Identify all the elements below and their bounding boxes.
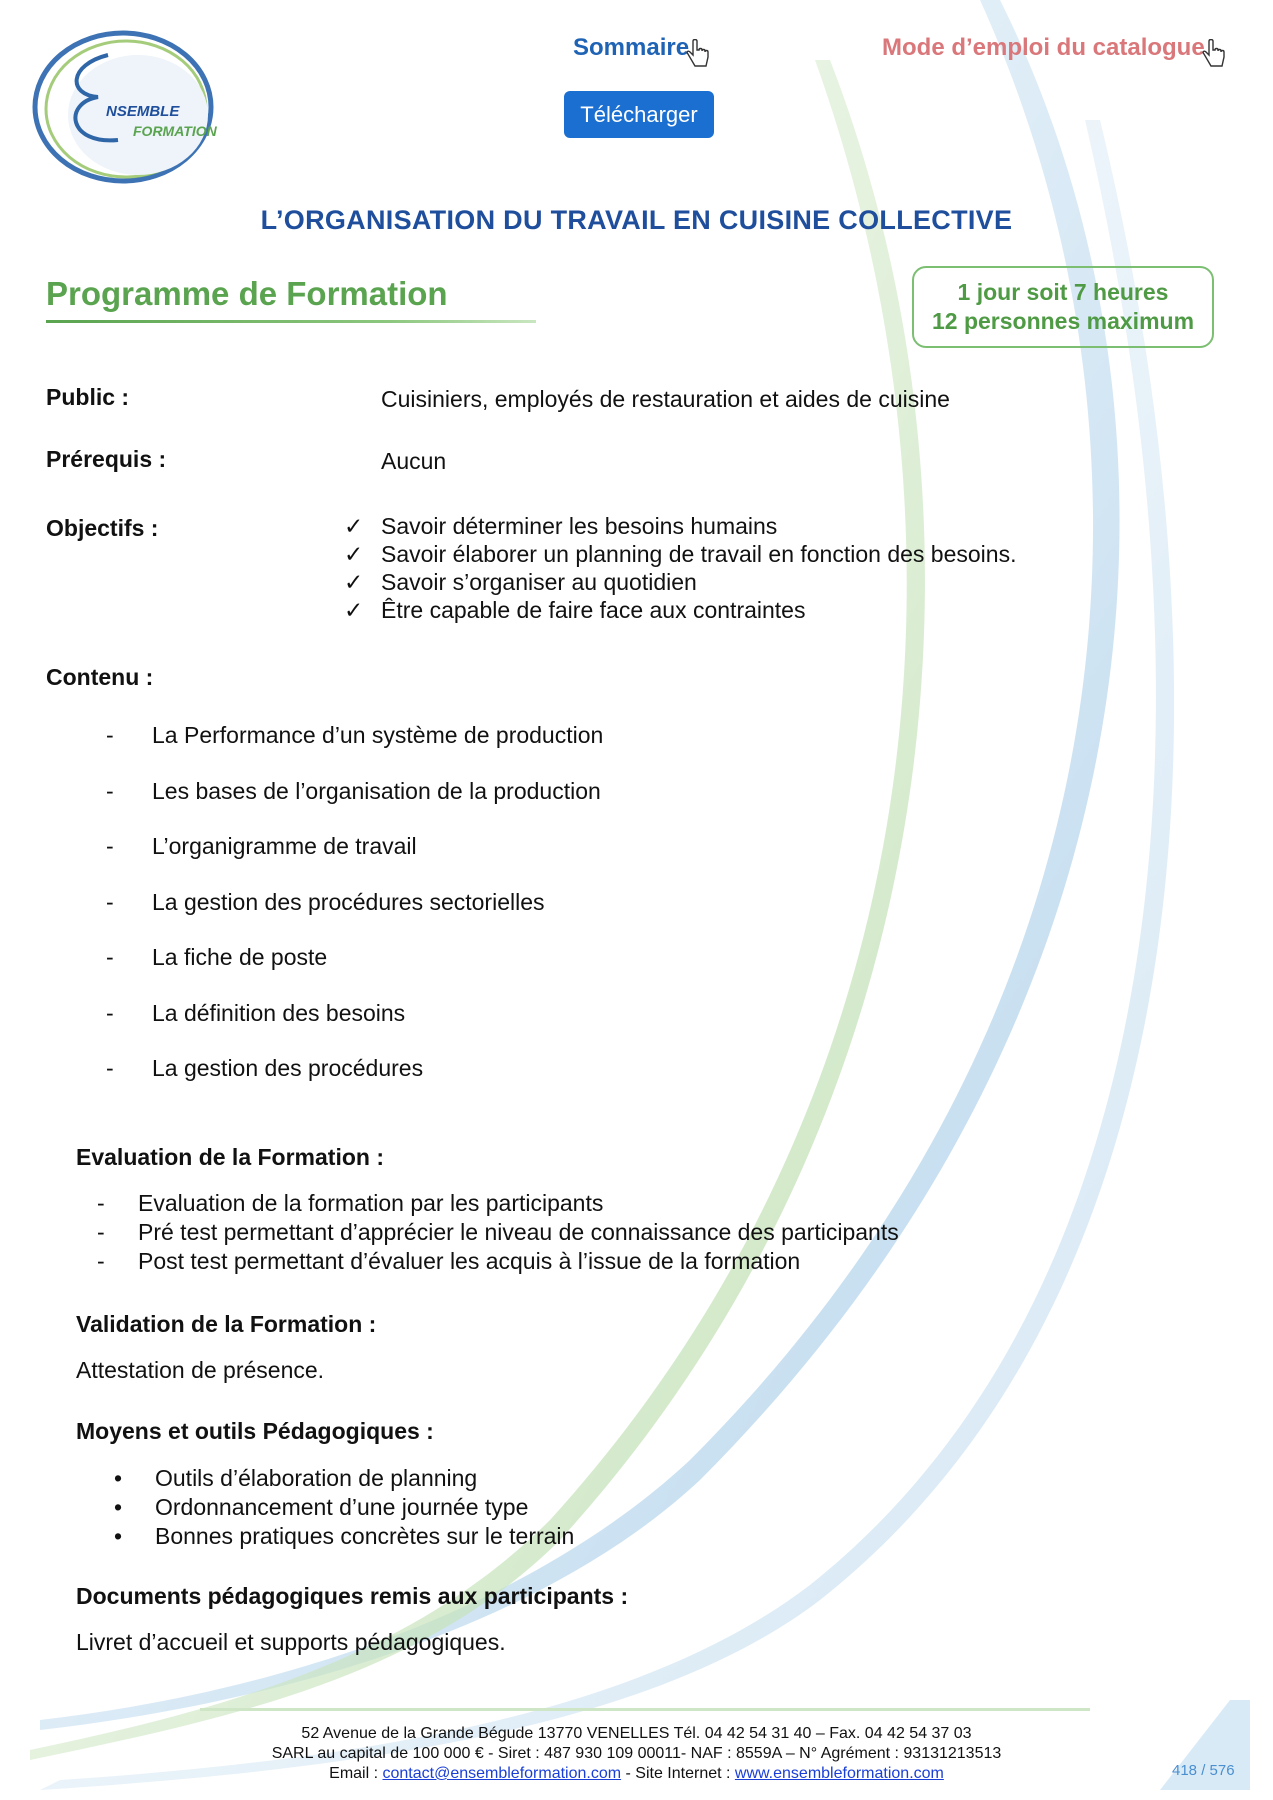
dash-marker: - [106,944,114,970]
mode-emploi-label: Mode d’emploi du catalogue [882,34,1205,61]
dash-marker: - [106,888,114,915]
objectif-item [344,568,1016,596]
validation-text: Attestation de présence. [76,1357,325,1383]
dash-marker: - [106,1055,114,1081]
evaluation-item [97,1218,899,1247]
contenu-text: La définition des besoins [152,999,406,1026]
contenu-text: L’organigramme de travail [152,833,417,859]
checkmark-icon: ✓ [344,541,364,567]
contenu-text: La gestion des procédures [152,1055,424,1081]
objectif-text: Savoir déterminer les besoins humains [381,513,778,539]
moyens-label: Moyens et outils Pédagogiques : [76,1418,434,1444]
bullet-marker: • [114,1465,123,1491]
moyens-item [114,1522,574,1551]
objectif-item [344,512,1016,540]
contenu-text: La Performance d’un système de production [152,722,604,748]
contenu-text: La fiche de poste [152,944,328,970]
evaluation-text: Evaluation de la formation par les participants [138,1190,604,1216]
contenu-text: Les bases de l’organisation de la production [152,777,601,804]
public-label: Public : [46,384,130,410]
prerequis-value: Aucun [381,448,447,474]
contenu-item [106,833,603,889]
page-title: L’ORGANISATION DU TRAVAIL EN CUISINE COLLECTIVE [260,205,1013,235]
objectif-text: Savoir s’organiser au quotidien [381,569,697,595]
evaluation-text: Post test permettant d’évaluer les acquis à l’issue de la formation [138,1248,801,1274]
dash-marker: - [97,1190,105,1216]
duration-box [912,266,1214,348]
evaluation-item [97,1189,899,1218]
logo-text-2: FORMATION [133,123,217,139]
duration-text: 1 jour soit 7 heures [957,279,1169,305]
dash-marker: - [97,1248,105,1274]
objectif-text: Être capable de faire face aux contraintes [381,597,806,623]
sommaire-link[interactable] [573,25,711,71]
checkmark-icon: ✓ [344,569,364,595]
evaluation-item [97,1247,899,1276]
footer-address: 52 Avenue de la Grande Bégude 13770 VENELLES Tél. 04 42 54 31 40 – Fax. 04 42 54 37 03 [301,1725,972,1742]
contenu-label: Contenu : [46,664,154,690]
page-number: 418 / 576 [1172,1762,1235,1779]
capacity-text: 12 personnes maximum [931,308,1195,334]
sommaire-label: Sommaire [573,34,690,61]
documents-text: Livret d’accueil et supports pédagogiques. [76,1629,506,1655]
logo-text-1: NSEMBLE [106,103,180,120]
prerequis-label: Prérequis : [46,446,167,472]
validation-label: Validation de la Formation : [76,1311,377,1337]
heading-underline [46,320,536,323]
contenu-item [106,944,603,1000]
checkmark-icon: ✓ [344,597,364,623]
moyens-text: Outils d’élaboration de planning [155,1465,478,1491]
evaluation-text: Pré test permettant d’apprécier le niveau de connaissance des participants [138,1219,899,1245]
contenu-item [106,1000,603,1056]
bullet-marker: • [114,1523,123,1549]
email-prefix: Email : [329,1765,383,1782]
download-button[interactable]: Télécharger [564,91,714,138]
footer-contact [0,1765,1273,1783]
moyens-text: Bonnes pratiques concrètes sur le terrain [155,1523,575,1549]
objectif-item [344,540,1016,568]
documents-label: Documents pédagogiques remis aux participants : [76,1583,629,1609]
email-link[interactable]: contact@ensembleformation.com [382,1765,622,1782]
website-link[interactable]: www.ensembleformation.com [734,1765,944,1782]
site-prefix: - Site Internet : [621,1765,735,1782]
objectifs-label: Objectifs : [46,515,159,541]
company-logo [28,25,238,185]
dash-marker: - [106,777,114,804]
contenu-text: La gestion des procédures sectorielles [152,888,545,915]
mode-emploi-link[interactable] [882,25,1227,71]
objectifs-list [344,512,1016,624]
contenu-list [106,722,603,1111]
dash-marker: - [106,999,114,1026]
objectif-text: Savoir élaborer un planning de travail en fonction des besoins. [381,541,1017,567]
moyens-text: Ordonnancement d’une journée type [155,1494,529,1520]
moyens-item [114,1464,574,1493]
programme-heading: Programme de Formation [46,275,448,312]
contenu-item [106,778,603,834]
contenu-item [106,889,603,945]
footer-company: SARL au capital de 100 000 € - Siret : 487 930 109 00011- NAF : 8559A – N° Agrément : 93131213513 [271,1745,1002,1762]
dash-marker: - [97,1219,105,1245]
dash-marker: - [106,833,114,859]
evaluation-list [97,1189,899,1276]
dash-marker: - [106,722,114,748]
objectif-item [344,596,1016,624]
evaluation-label: Evaluation de la Formation : [76,1144,384,1170]
contenu-item [106,1055,603,1111]
moyens-list [114,1464,574,1551]
bullet-marker: • [114,1494,123,1520]
public-value: Cuisiniers, employés de restauration et aides de cuisine [381,386,950,412]
moyens-item [114,1493,574,1522]
contenu-item [106,722,603,778]
hand-pointer-icon [685,39,711,71]
checkmark-icon: ✓ [344,513,364,539]
hand-pointer-icon [1201,39,1227,71]
